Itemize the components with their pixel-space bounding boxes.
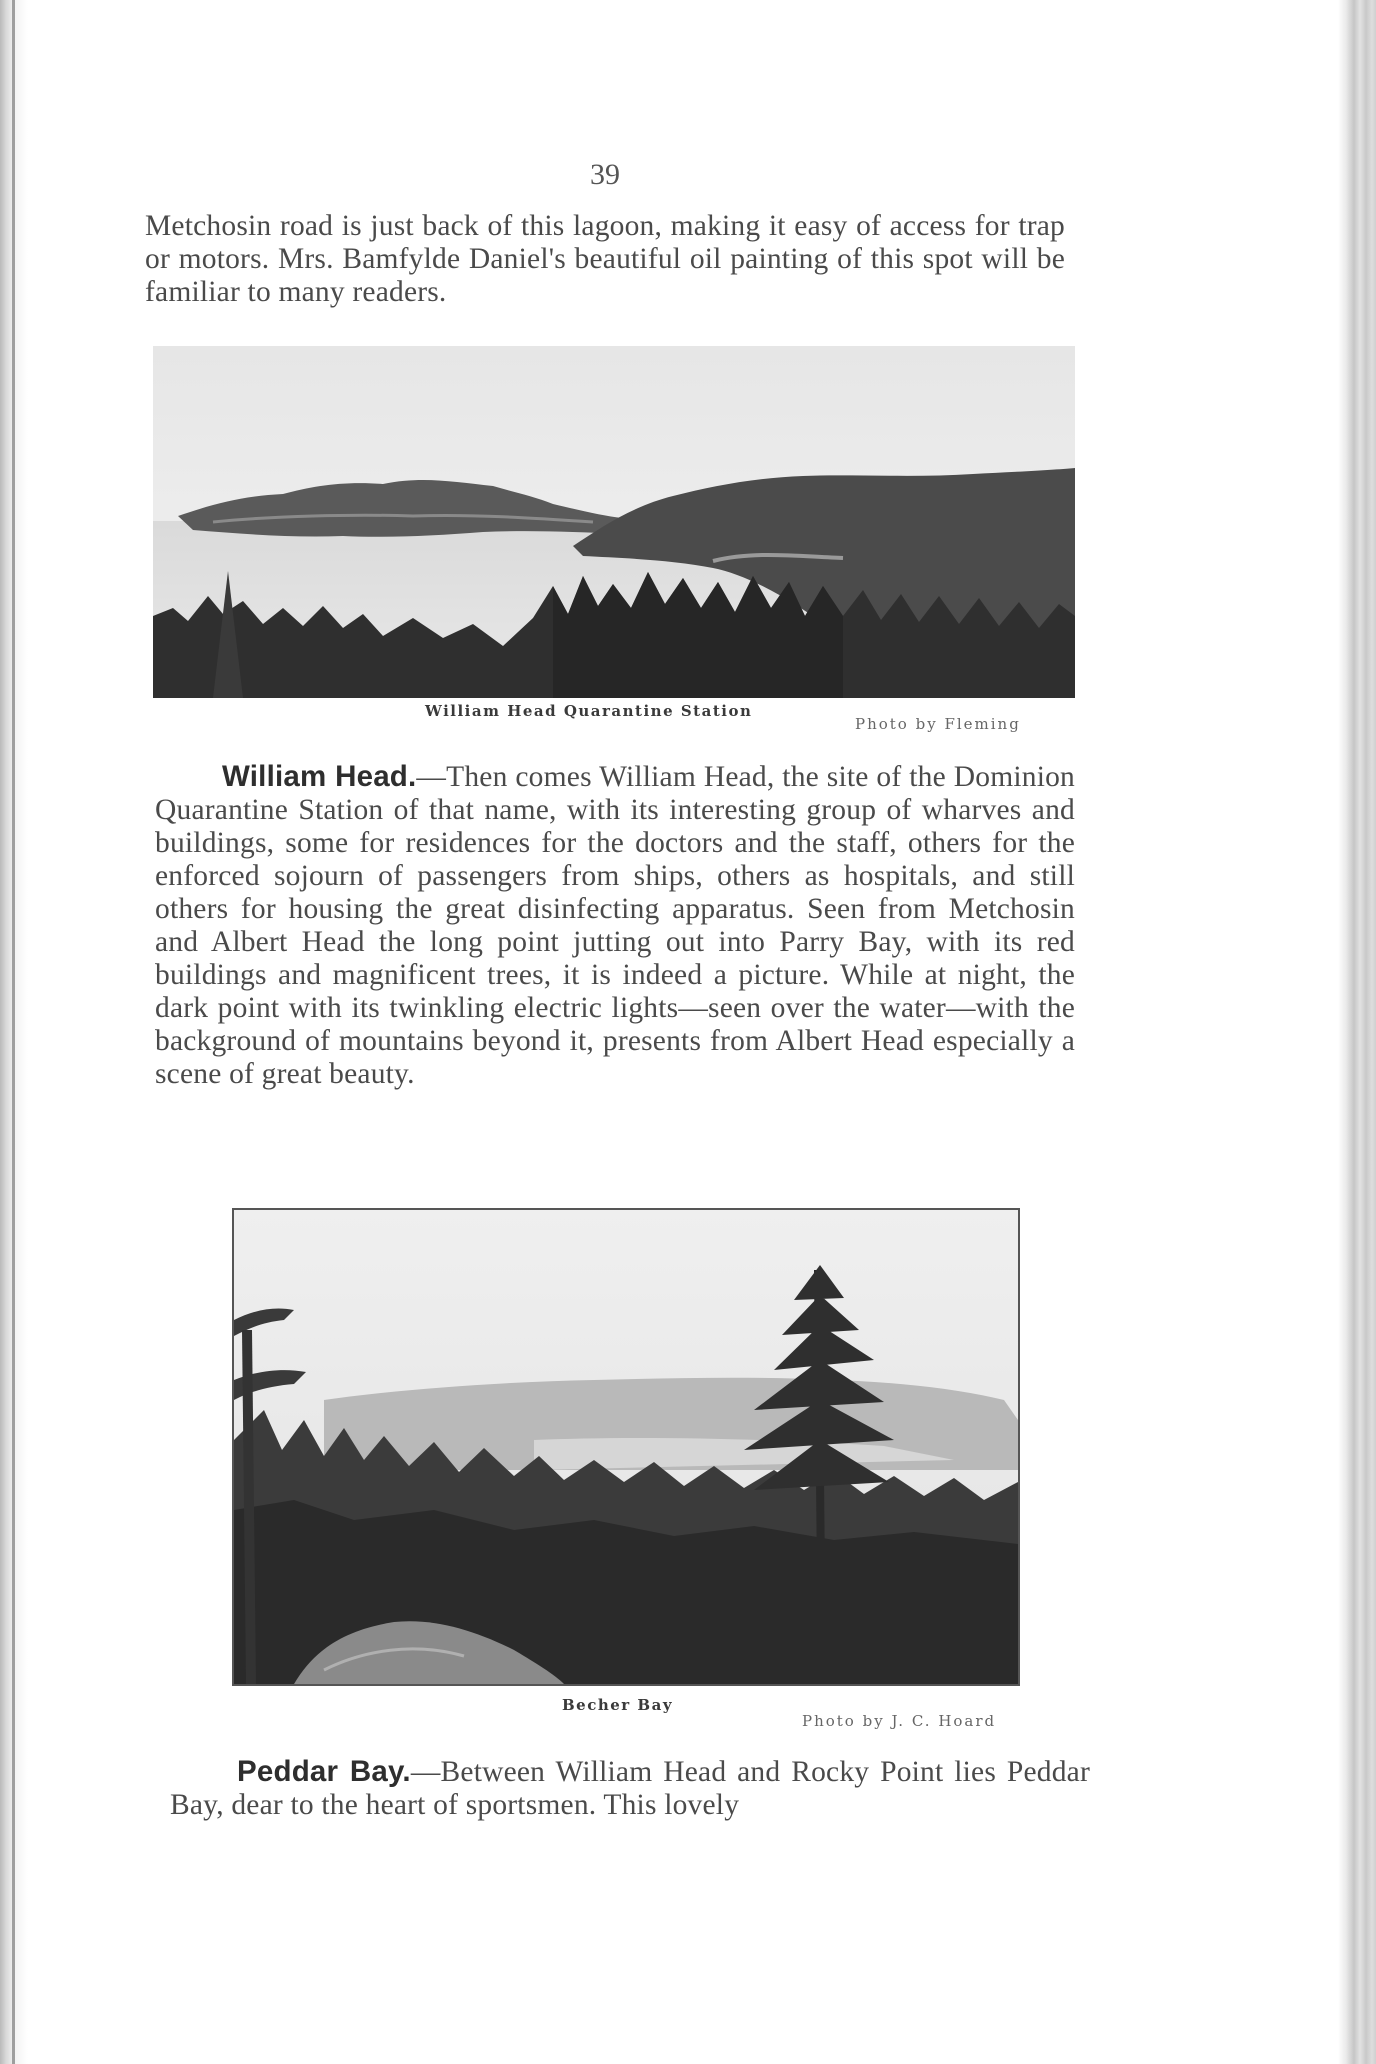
peddar-bay-text: —Between William Head and Rocky Point lies Peddar Bay, dear to the heart of sportsmen. This lovely — [170, 1756, 1090, 1821]
becher-bay-credit: Photo by J. C. Hoard — [802, 1712, 997, 1730]
william-head-paragraph — [155, 760, 1075, 1091]
becher-bay-caption: Becher Bay — [562, 1696, 674, 1714]
opening-paragraph-text: Metchosin road is just back of this lagoon, making it easy of access for trap or motors. Mrs. Bamfylde Daniel's beautiful oil painting of this spot will be familiar to many readers. — [145, 210, 1065, 308]
william-head-caption: William Head Quarantine Station — [425, 702, 753, 720]
peddar-bay-heading: Peddar Bay. — [237, 1755, 411, 1788]
william-head-photo — [153, 346, 1075, 698]
page-left-shadow — [0, 0, 38, 2064]
becher-bay-photo-image — [234, 1210, 1018, 1684]
peddar-bay-paragraph — [170, 1755, 1090, 1822]
william-head-heading: William Head. — [222, 760, 417, 793]
becher-bay-photo — [232, 1208, 1020, 1686]
william-head-text: —Then comes William Head, the site of the Dominion Quarantine Station of that name, with its interesting group of wharves and buildings, some for residences for the doctors and the staff, others for the enforced sojourn of passengers from ships, others as hospitals, and still others for housing the great disinfecting apparatus. Seen from Metchosin and Albert Head the long point jutting out into Parry Bay, with its red buildings and magnificent trees, it is indeed a picture. While at night, the dark point with its twinkling electric lights—seen over the water—with the background of mountains beyond it, presents from Albert Head especially a scene of great beauty. — [155, 761, 1075, 1090]
page-number: 39 — [590, 158, 620, 191]
william-head-photo-image — [153, 346, 1075, 698]
william-head-credit: Photo by Fleming — [855, 715, 1021, 733]
opening-paragraph — [145, 210, 1065, 309]
page-right-edge — [1338, 0, 1376, 2064]
binding-rule — [12, 0, 15, 2064]
